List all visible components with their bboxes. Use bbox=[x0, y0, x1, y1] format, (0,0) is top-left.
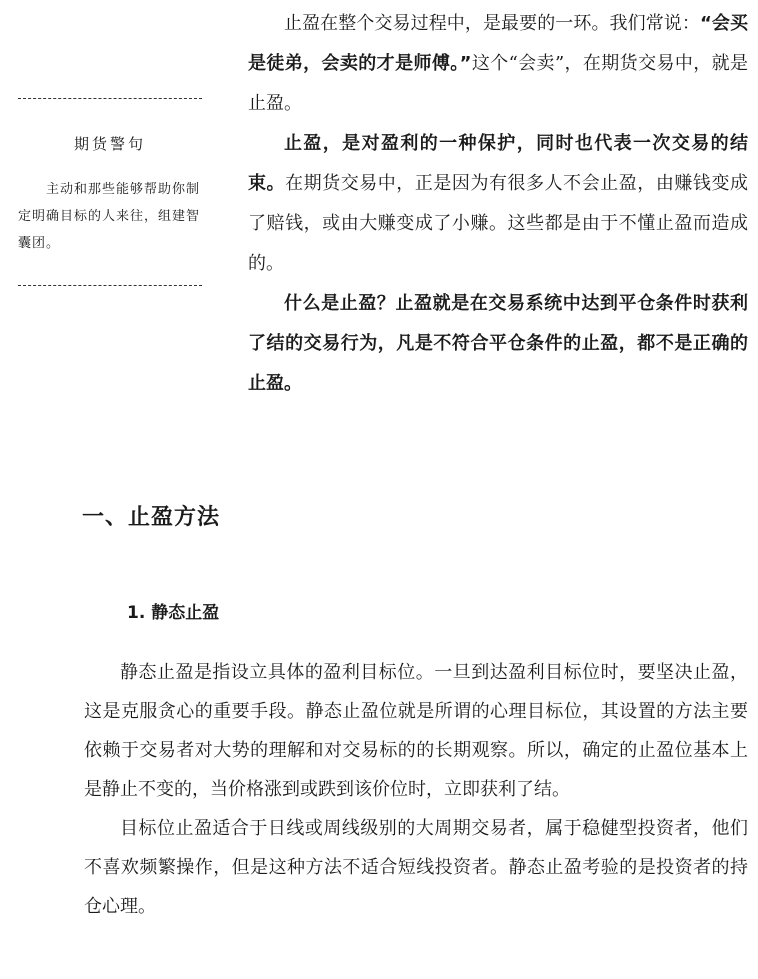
paragraph-intro bbox=[248, 4, 748, 124]
paragraph-protection bbox=[248, 124, 748, 284]
sidebar-title: 期货警句 bbox=[73, 135, 146, 153]
sidebar-quote-box bbox=[18, 98, 202, 286]
paragraph-target-stop: 目标位止盈适合于日线或周线级别的大周期交易者，属于稳健型投资者，他们不喜欢频繁操作，但是这种方法不适合短线投资者。静态止盈考验的是投资者的持仓心理。 bbox=[84, 818, 748, 917]
subsection-heading: 1. 静态止盈 bbox=[127, 603, 220, 623]
protection-text: 在期货交易中，正是因为有很多人不会止盈，由赚钱变成了赔钱，或由大赚变成了小赚。这些都是由于不懂止盈而造成的。 bbox=[248, 173, 748, 274]
section-heading: 一、止盈方法 bbox=[82, 505, 221, 530]
body-text bbox=[84, 653, 748, 926]
paragraph-definition bbox=[248, 284, 748, 404]
sidebar-top-divider bbox=[18, 98, 202, 99]
intro-text-b: 这个“会卖”，在期货交易中，就是止盈。 bbox=[248, 53, 748, 114]
paragraph-static-stop: 静态止盈是指设立具体的盈利目标位。一旦到达盈利目标位时，要坚决止盈，这是克服贪心的重要手段。静态止盈位就是所谓的心理目标位，其设置的方法主要依赖于交易者对大势的理解和对交易标的的长期观察。所以，确定的止盈位基本上是静止不变的，当价格涨到或跌到该价位时，立即获利了结。 bbox=[84, 662, 748, 800]
intro-text-a: 止盈在整个交易过程中，是最要的一环。我们常说： bbox=[284, 13, 700, 34]
protection-bold-text: 止盈，是对盈利的一种保护，同时也代表一次交易的结束。 bbox=[248, 133, 748, 194]
sidebar-bottom-divider bbox=[18, 285, 202, 286]
intro-bold-quote: “会买是徒弟，会卖的才是师傅。” bbox=[248, 13, 748, 74]
top-text-column bbox=[248, 4, 748, 404]
definition-bold-text: 什么是止盈？止盈就是在交易系统中达到平仓条件时获利了结的交易行为，凡是不符合平仓条件的止盈，都不是正确的止盈。 bbox=[248, 293, 748, 394]
sidebar-quote-text: 主动和那些能够帮助你制定明确目标的人来往，组建智囊团。 bbox=[18, 182, 201, 251]
